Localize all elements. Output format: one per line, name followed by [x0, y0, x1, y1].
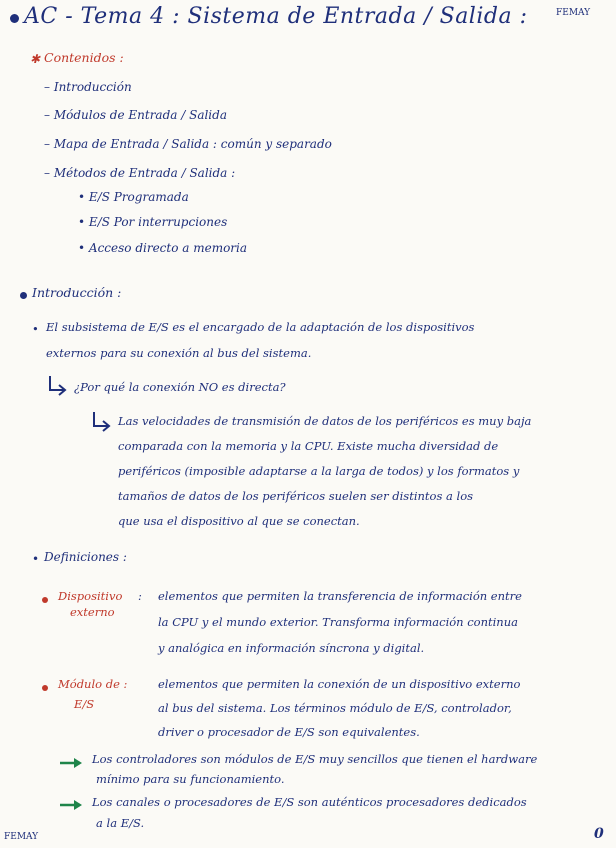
arrow-note-line: Los controladores son módulos de E/S muy sencillos que tienen el hardware — [92, 752, 538, 766]
author-mark: FEMAY — [556, 8, 591, 18]
page-number: 0 — [594, 826, 604, 842]
list-item-text: Métodos de Entrada / Salida : — [53, 166, 236, 180]
red-bullet-icon — [42, 685, 48, 691]
answer-line: periféricos (imposible adaptarse a la larga de todos) y los formatos y — [118, 464, 520, 478]
definition-line: elementos que permiten la transferencia de información entre — [158, 589, 522, 603]
intro-paragraph-line: El subsistema de E/S es el encargado de la adaptación de los dispositivos — [46, 320, 475, 334]
term-dispositivo-line2: externo — [70, 605, 115, 619]
asterisk-icon: ✱ — [30, 52, 41, 66]
colon-text: : — [138, 589, 142, 603]
sub-list-item-text: E/S Programada — [88, 190, 189, 204]
sub-list-item-text: E/S Por interrupciones — [88, 215, 228, 229]
contents-heading: Contenidos : — [44, 50, 124, 65]
curved-arrow-icon — [46, 374, 70, 398]
sub-list-item: • E/S Programada — [78, 190, 189, 204]
list-item-text: Introducción — [53, 80, 132, 94]
green-arrow-icon — [58, 756, 86, 770]
list-item-text: Mapa de Entrada / Salida : común y separado — [53, 137, 332, 151]
answer-line: tamaños de datos de los periféricos suelen ser distintos a los — [118, 489, 474, 503]
sub-list-item: • Acceso directo a memoria — [78, 241, 248, 255]
sub-list-item: • E/S Por interrupciones — [78, 215, 228, 229]
page-title: AC - Tema 4 : Sistema de Entrada / Salida : — [24, 4, 528, 29]
definition-line: y analógica en información síncrona y digital. — [158, 641, 425, 655]
title-bullet-icon — [10, 14, 19, 23]
list-item-text: Módulos de Entrada / Salida — [53, 108, 227, 122]
arrow-note-line: a la E/S. — [96, 816, 145, 830]
green-arrow-icon — [58, 798, 86, 812]
section-bullet-icon — [20, 292, 27, 299]
list-item: – Métodos de Entrada / Salida : — [44, 166, 236, 180]
list-item: – Introducción — [44, 80, 132, 94]
term-dispositivo: Dispositivo — [58, 589, 123, 603]
definitions-heading: Definiciones : — [44, 550, 127, 564]
arrow-note-line: mínimo para su funcionamiento. — [96, 772, 285, 786]
definition-line: elementos que permiten la conexión de un dispositivo externo — [158, 677, 521, 691]
list-item: – Mapa de Entrada / Salida : común y separado — [44, 137, 332, 151]
term-modulo-line2: E/S — [74, 697, 95, 711]
question-text: ¿Por qué la conexión NO es directa? — [74, 380, 286, 394]
definition-line: al bus del sistema. Los términos módulo de E/S, controlador, — [158, 701, 512, 715]
intro-paragraph-line: externos para su conexión al bus del sistema. — [46, 346, 312, 360]
curved-arrow-icon — [90, 410, 114, 434]
answer-line: Las velocidades de transmisión de datos de los periféricos es muy baja — [118, 414, 532, 428]
footer-author-mark: FEMAY — [4, 832, 39, 842]
definition-line: driver o procesador de E/S son equivalentes. — [158, 725, 420, 739]
answer-line: comparada con la memoria y la CPU. Existe mucha diversidad de — [118, 439, 499, 453]
arrow-note-line: Los canales o procesadores de E/S son auténticos procesadores dedicados — [92, 795, 527, 809]
list-item: – Módulos de Entrada / Salida — [44, 108, 227, 122]
bullet-icon: • — [32, 552, 40, 566]
term-modulo: Módulo de : — [58, 677, 128, 691]
sub-list-item-text: Acceso directo a memoria — [88, 241, 248, 255]
intro-heading: Introducción : — [32, 285, 122, 300]
definition-line: la CPU y el mundo exterior. Transforma información continua — [158, 615, 518, 629]
answer-line: que usa el dispositivo al que se conectan. — [118, 514, 360, 528]
red-bullet-icon — [42, 597, 48, 603]
bullet-icon: • — [32, 322, 39, 336]
